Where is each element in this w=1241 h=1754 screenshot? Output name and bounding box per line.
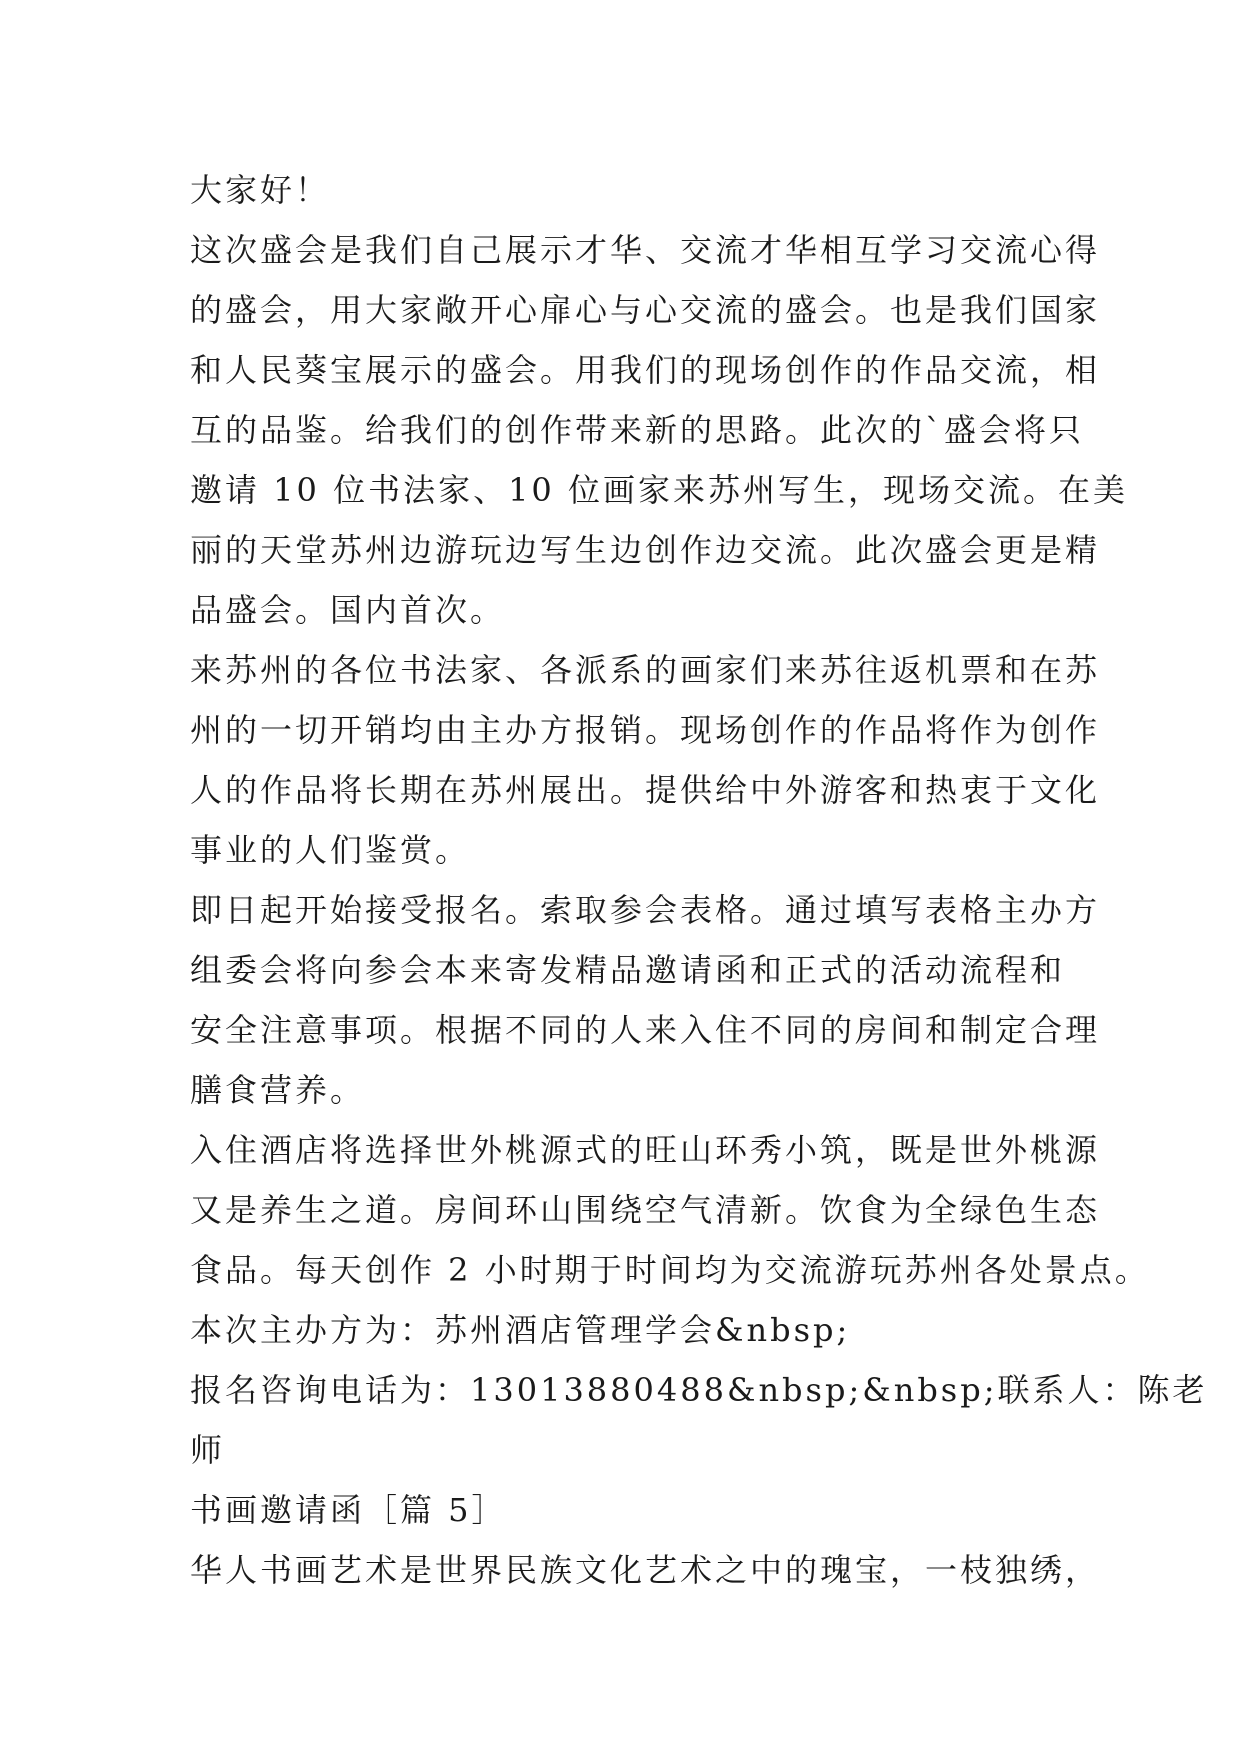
text-line: 华人书画艺术是世界民族文化艺术之中的瑰宝，一枝独绣， [190, 1551, 1101, 1589]
text-line: 师 [190, 1431, 226, 1469]
text-line: 和人民葵宝展示的盛会。用我们的现场创作的作品交流，相 [190, 351, 1101, 389]
text-line: 互的品鉴。给我们的创作带来新的思路。此次的`盛会将只 [190, 411, 1085, 449]
text-line: 组委会将向参会本来寄发精品邀请函和正式的活动流程和 [190, 951, 1066, 989]
text-line: 膳食营养。 [190, 1071, 366, 1109]
document-body [190, 160, 1208, 1600]
text-line: 报名咨询电话为：13013880488&nbsp;&nbsp;联系人：陈老 [190, 1371, 1208, 1409]
text-line: 邀请 10 位书法家、10 位画家来苏州写生，现场交流。在美 [190, 471, 1128, 509]
text-line: 来苏州的各位书法家、各派系的画家们来苏往返机票和在苏 [190, 651, 1101, 689]
section-heading: 书画邀请函［篇 5］ [190, 1491, 507, 1529]
text-line: 丽的天堂苏州边游玩边写生边创作边交流。此次盛会更是精 [190, 531, 1101, 569]
text-line: 即日起开始接受报名。索取参会表格。通过填写表格主办方 [190, 891, 1101, 929]
text-line: 州的一切开销均由主办方报销。现场创作的作品将作为创作 [190, 711, 1101, 749]
text-line: 本次主办方为：苏州酒店管理学会&nbsp; [190, 1311, 851, 1349]
text-line: 食品。每天创作 2 小时期于时间均为交流游玩苏州各处景点。 [190, 1251, 1150, 1289]
text-line: 品盛会。国内首次。 [190, 591, 506, 629]
text-line: 入住酒店将选择世外桃源式的旺山环秀小筑，既是世外桃源 [190, 1131, 1101, 1169]
text-line: 安全注意事项。根据不同的人来入住不同的房间和制定合理 [190, 1011, 1101, 1049]
text-line: 事业的人们鉴赏。 [190, 831, 471, 869]
text-line: 人的作品将长期在苏州展出。提供给中外游客和热衷于文化 [190, 771, 1101, 809]
text-line: 的盛会，用大家敞开心扉心与心交流的盛会。也是我们国家 [190, 291, 1101, 329]
text-line: 这次盛会是我们自己展示才华、交流才华相互学习交流心得 [190, 231, 1101, 269]
text-line: 又是养生之道。房间环山围绕空气清新。饮食为全绿色生态 [190, 1191, 1101, 1229]
text-line: 大家好！ [190, 171, 331, 209]
